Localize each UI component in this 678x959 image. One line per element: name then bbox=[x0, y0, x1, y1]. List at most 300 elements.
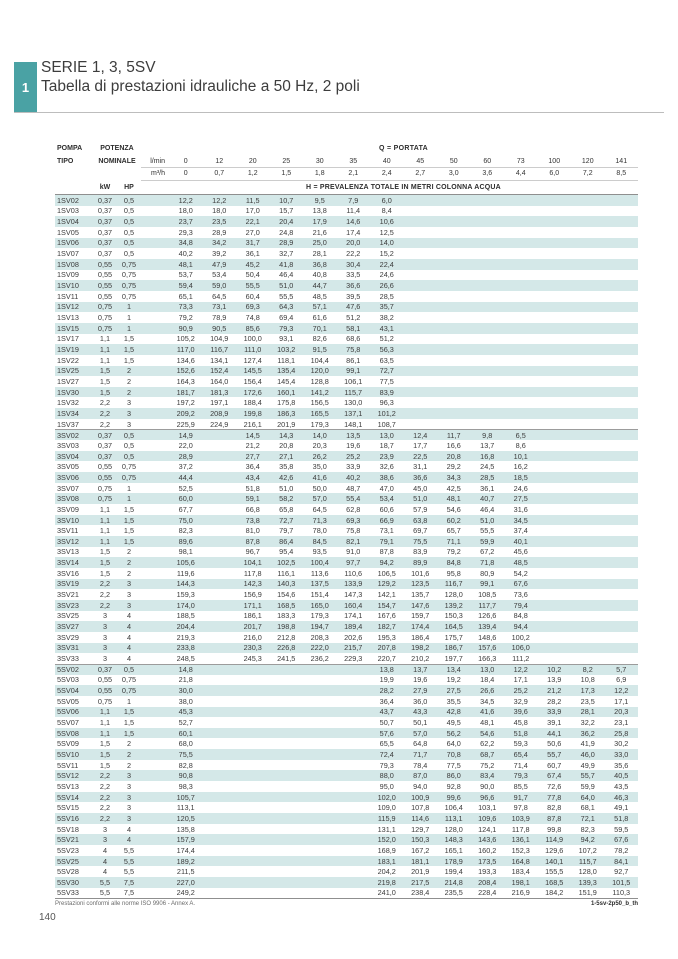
cell-head-value: 22,0 bbox=[178, 440, 193, 450]
cell-head-value: 193,3 bbox=[478, 867, 497, 877]
cell-head-value: 27,9 bbox=[413, 686, 428, 696]
cell-head-value: 75,8 bbox=[346, 526, 361, 536]
page-number: 140 bbox=[39, 912, 56, 923]
cell-kw: 2,2 bbox=[99, 579, 111, 589]
cell-head-value: 9,5 bbox=[314, 195, 325, 205]
cell-head-value: 84,1 bbox=[614, 856, 629, 866]
table-row bbox=[55, 781, 638, 792]
cell-kw: 0,37 bbox=[97, 217, 113, 227]
cell-kw: 0,37 bbox=[97, 249, 113, 259]
cell-head-value: 20,8 bbox=[446, 451, 461, 461]
cell-head-value: 148,3 bbox=[444, 835, 463, 845]
cell-head-value: 84,8 bbox=[446, 558, 461, 568]
cell-tipo: 5SV12 bbox=[57, 771, 79, 781]
cell-head-value: 59,1 bbox=[245, 494, 260, 504]
cell-head-value: 150,3 bbox=[444, 611, 463, 621]
table-row bbox=[55, 824, 638, 835]
cell-head-value: 249,2 bbox=[176, 888, 195, 898]
cell-head-value: 47,0 bbox=[379, 483, 394, 493]
cell-head-value: 80,9 bbox=[480, 568, 495, 578]
m3h-value: 2,4 bbox=[381, 170, 392, 177]
cell-hp: 5,5 bbox=[123, 845, 135, 855]
table-header-row-groups bbox=[55, 142, 638, 155]
cell-kw: 1,1 bbox=[99, 536, 111, 546]
cell-head-value: 60,2 bbox=[446, 515, 461, 525]
table-row bbox=[55, 302, 638, 313]
cell-head-value: 16,2 bbox=[513, 462, 528, 472]
cell-head-value: 148,1 bbox=[344, 419, 363, 429]
table-row bbox=[55, 611, 638, 622]
cell-head-value: 14,0 bbox=[379, 238, 394, 248]
cell-head-value: 188,5 bbox=[176, 611, 195, 621]
cell-kw: 0,55 bbox=[97, 259, 113, 269]
m3h-value: 0,7 bbox=[214, 170, 225, 177]
cell-head-value: 114,6 bbox=[411, 813, 430, 823]
cell-head-value: 100,4 bbox=[310, 558, 329, 568]
cell-hp: 2 bbox=[126, 749, 132, 759]
cell-head-value: 156,4 bbox=[243, 376, 262, 386]
cell-head-value: 51,0 bbox=[413, 494, 428, 504]
cell-tipo: 3SV29 bbox=[57, 632, 79, 642]
cell-head-value: 159,3 bbox=[176, 590, 195, 600]
cell-head-value: 106,4 bbox=[444, 803, 463, 813]
cell-head-value: 40,1 bbox=[513, 536, 528, 546]
cell-head-value: 34,3 bbox=[446, 472, 461, 482]
cell-head-value: 46,0 bbox=[580, 749, 595, 759]
cell-head-value: 184,2 bbox=[545, 888, 564, 898]
cell-head-value: 60,7 bbox=[547, 760, 562, 770]
cell-head-value: 175,7 bbox=[444, 632, 463, 642]
cell-tipo: 1SV27 bbox=[57, 376, 79, 386]
cell-kw: 2,2 bbox=[99, 398, 111, 408]
lmin-value: 73 bbox=[516, 157, 525, 165]
table-row bbox=[55, 621, 638, 632]
cell-head-value: 67,2 bbox=[480, 547, 495, 557]
title-block bbox=[41, 58, 360, 96]
cell-tipo: 5SV11 bbox=[57, 760, 79, 770]
cell-kw: 0,55 bbox=[97, 686, 113, 696]
cell-head-value: 194,7 bbox=[310, 622, 329, 632]
cell-head-value: 110,6 bbox=[344, 568, 363, 578]
cell-hp: 3 bbox=[126, 781, 132, 791]
cell-head-value: 56,2 bbox=[446, 728, 461, 738]
cell-head-value: 68,1 bbox=[580, 803, 595, 813]
table-row bbox=[55, 643, 638, 654]
cell-kw: 2,2 bbox=[99, 590, 111, 600]
cell-head-value: 54,2 bbox=[513, 568, 528, 578]
cell-head-value: 12,4 bbox=[413, 430, 428, 440]
cell-kw: 3 bbox=[102, 824, 108, 834]
lmin-value: 120 bbox=[581, 157, 594, 165]
cell-head-value: 148,6 bbox=[478, 632, 497, 642]
cell-head-value: 58,2 bbox=[279, 494, 294, 504]
cell-tipo: 1SV25 bbox=[57, 366, 79, 376]
cell-kw: 2,2 bbox=[99, 813, 111, 823]
cell-head-value: 235,5 bbox=[444, 888, 463, 898]
cell-head-value: 79,3 bbox=[279, 323, 294, 333]
cell-head-value: 186,7 bbox=[444, 643, 463, 653]
cell-head-value: 139,4 bbox=[478, 622, 497, 632]
cell-head-value: 165,1 bbox=[444, 845, 463, 855]
cell-head-value: 104,4 bbox=[310, 355, 329, 365]
cell-head-value: 36,1 bbox=[245, 249, 260, 259]
cell-head-value: 178,9 bbox=[444, 856, 463, 866]
cell-head-value: 13,7 bbox=[480, 440, 495, 450]
cell-head-value: 35,0 bbox=[312, 462, 327, 472]
cell-tipo: 1SV06 bbox=[57, 238, 79, 248]
cell-head-value: 48,1 bbox=[178, 259, 193, 269]
cell-head-value: 25,8 bbox=[614, 728, 629, 738]
cell-head-value: 22,2 bbox=[346, 249, 361, 259]
cell-tipo: 1SV11 bbox=[57, 291, 79, 301]
cell-head-value: 186,3 bbox=[277, 408, 296, 418]
cell-head-value: 72,1 bbox=[580, 813, 595, 823]
cell-head-value: 35,7 bbox=[379, 302, 394, 312]
cell-head-value: 40,7 bbox=[480, 494, 495, 504]
cell-head-value: 91,5 bbox=[312, 345, 327, 355]
cell-head-value: 90,9 bbox=[178, 323, 193, 333]
cell-head-value: 25,2 bbox=[346, 451, 361, 461]
cell-head-value: 100,9 bbox=[411, 792, 430, 802]
page-subtitle: Tabella di prestazioni idrauliche a 50 Hz, 2 poli bbox=[41, 78, 360, 95]
cell-head-value: 66,8 bbox=[245, 504, 260, 514]
table-row bbox=[55, 206, 638, 217]
cell-hp: 4 bbox=[126, 611, 132, 621]
cell-head-value: 182,7 bbox=[377, 622, 396, 632]
cell-head-value: 65,1 bbox=[178, 291, 193, 301]
cell-kw: 1,5 bbox=[99, 366, 111, 376]
cell-head-value: 50,1 bbox=[413, 717, 428, 727]
cell-hp: 0,5 bbox=[123, 665, 135, 675]
cell-hp: 1,5 bbox=[123, 334, 135, 344]
cell-hp: 1 bbox=[126, 483, 132, 493]
cell-hp: 0,5 bbox=[123, 249, 135, 259]
cell-head-value: 111,2 bbox=[512, 654, 530, 664]
cell-hp: 4 bbox=[126, 654, 132, 664]
cell-head-value: 98,1 bbox=[178, 547, 193, 557]
cell-head-value: 143,6 bbox=[478, 835, 497, 845]
cell-head-value: 68,0 bbox=[178, 739, 193, 749]
cell-head-value: 15,2 bbox=[379, 249, 394, 259]
cell-head-value: 44,1 bbox=[547, 728, 562, 738]
cell-kw: 0,75 bbox=[97, 494, 113, 504]
cell-head-value: 90,8 bbox=[178, 771, 193, 781]
col-header-hp: HP bbox=[124, 184, 134, 191]
cell-head-value: 107,2 bbox=[578, 845, 597, 855]
cell-hp: 2 bbox=[126, 558, 132, 568]
cell-head-value: 90,0 bbox=[480, 781, 495, 791]
table-row bbox=[55, 845, 638, 856]
cell-head-value: 43,3 bbox=[413, 707, 428, 717]
cell-head-value: 28,9 bbox=[178, 451, 193, 461]
cell-head-value: 10,7 bbox=[279, 195, 294, 205]
cell-hp: 0,75 bbox=[121, 291, 137, 301]
cell-head-value: 64,5 bbox=[212, 291, 227, 301]
cell-tipo: 3SV14 bbox=[57, 558, 79, 568]
cell-head-value: 13,0 bbox=[379, 430, 394, 440]
cell-kw: 1,5 bbox=[99, 568, 111, 578]
cell-head-value: 6,9 bbox=[616, 675, 627, 685]
cell-head-value: 47,6 bbox=[346, 302, 361, 312]
m3h-value: 1,8 bbox=[314, 170, 325, 177]
cell-head-value: 201,7 bbox=[243, 622, 262, 632]
cell-head-value: 120,0 bbox=[310, 366, 329, 376]
cell-head-value: 28,9 bbox=[212, 227, 227, 237]
cell-tipo: 1SV10 bbox=[57, 281, 79, 291]
cell-head-value: 78,0 bbox=[312, 526, 327, 536]
cell-head-value: 164,3 bbox=[176, 376, 195, 386]
cell-head-value: 137,5 bbox=[310, 579, 329, 589]
cell-head-value: 59,3 bbox=[513, 739, 528, 749]
cell-head-value: 34,5 bbox=[480, 696, 495, 706]
cell-head-value: 166,3 bbox=[478, 654, 497, 664]
cell-hp: 1 bbox=[126, 696, 132, 706]
cell-head-value: 64,3 bbox=[279, 302, 294, 312]
cell-head-value: 183,3 bbox=[277, 611, 296, 621]
cell-head-value: 71,8 bbox=[480, 558, 495, 568]
cell-head-value: 135,7 bbox=[411, 590, 430, 600]
cell-head-value: 59,4 bbox=[178, 281, 193, 291]
cell-kw: 3 bbox=[102, 632, 108, 642]
cell-head-value: 46,4 bbox=[480, 504, 495, 514]
cell-head-value: 38,2 bbox=[379, 313, 394, 323]
cell-head-value: 160,1 bbox=[277, 387, 296, 397]
table-row bbox=[55, 749, 638, 760]
cell-head-value: 113,1 bbox=[444, 813, 463, 823]
cell-head-value: 186,4 bbox=[411, 632, 430, 642]
cell-head-value: 14,3 bbox=[279, 430, 294, 440]
cell-head-value: 65,8 bbox=[279, 504, 294, 514]
cell-head-value: 189,4 bbox=[344, 622, 363, 632]
cell-head-value: 43,7 bbox=[379, 707, 394, 717]
cell-head-value: 216,1 bbox=[243, 419, 262, 429]
cell-tipo: 5SV25 bbox=[57, 856, 79, 866]
cell-head-value: 43,1 bbox=[379, 323, 394, 333]
lmin-value: 30 bbox=[315, 157, 324, 165]
cell-head-value: 141,2 bbox=[310, 387, 329, 397]
cell-head-value: 139,2 bbox=[444, 600, 463, 610]
cell-head-value: 86,1 bbox=[346, 355, 361, 365]
cell-head-value: 36,8 bbox=[312, 259, 327, 269]
cell-tipo: 1SV12 bbox=[57, 302, 79, 312]
cell-tipo: 5SV23 bbox=[57, 845, 79, 855]
table-row bbox=[55, 334, 638, 345]
cell-head-value: 117,8 bbox=[243, 568, 262, 578]
cell-tipo: 3SV25 bbox=[57, 611, 79, 621]
cell-head-value: 56,3 bbox=[379, 345, 394, 355]
table-row bbox=[55, 675, 638, 686]
cell-head-value: 31,7 bbox=[245, 238, 260, 248]
cell-head-value: 109,6 bbox=[478, 813, 497, 823]
table-row bbox=[55, 216, 638, 227]
cell-head-value: 139,3 bbox=[578, 877, 597, 887]
cell-head-value: 72,7 bbox=[379, 366, 394, 376]
cell-head-value: 84,8 bbox=[513, 611, 528, 621]
cell-head-value: 49,1 bbox=[614, 803, 629, 813]
cell-kw: 0,37 bbox=[97, 227, 113, 237]
cell-head-value: 38,0 bbox=[178, 696, 193, 706]
cell-head-value: 18,0 bbox=[178, 206, 193, 216]
cell-head-value: 241,0 bbox=[377, 888, 396, 898]
cell-head-value: 151,4 bbox=[310, 590, 329, 600]
cell-head-value: 39,5 bbox=[346, 291, 361, 301]
cell-head-value: 13,7 bbox=[413, 665, 428, 675]
cell-head-value: 230,3 bbox=[243, 643, 262, 653]
cell-head-value: 156,5 bbox=[310, 398, 329, 408]
cell-hp: 3 bbox=[126, 771, 132, 781]
cell-head-value: 14,9 bbox=[178, 430, 193, 440]
cell-head-value: 117,7 bbox=[478, 600, 497, 610]
cell-head-value: 109,0 bbox=[377, 803, 396, 813]
cell-head-value: 183,4 bbox=[511, 867, 530, 877]
cell-head-value: 19,9 bbox=[379, 675, 394, 685]
table-row bbox=[55, 408, 638, 419]
cell-hp: 1,5 bbox=[123, 504, 135, 514]
cell-head-value: 208,4 bbox=[478, 877, 497, 887]
table-row bbox=[55, 451, 638, 462]
cell-head-value: 87,8 bbox=[379, 547, 394, 557]
cell-head-value: 17,1 bbox=[614, 696, 629, 706]
cell-head-value: 20,0 bbox=[346, 238, 361, 248]
cell-head-value: 227,0 bbox=[176, 877, 195, 887]
table-row bbox=[55, 685, 638, 696]
table-row bbox=[55, 323, 638, 334]
table-row bbox=[55, 888, 638, 899]
cell-tipo: 1SV03 bbox=[57, 206, 79, 216]
cell-head-value: 204,2 bbox=[377, 867, 396, 877]
cell-tipo: 1SV22 bbox=[57, 355, 79, 365]
cell-head-value: 102,5 bbox=[277, 558, 296, 568]
cell-head-value: 51,8 bbox=[513, 728, 528, 738]
cell-tipo: 3SV27 bbox=[57, 622, 79, 632]
cell-head-value: 28,1 bbox=[312, 249, 327, 259]
cell-hp: 0,5 bbox=[123, 430, 135, 440]
table-row bbox=[55, 312, 638, 323]
cell-head-value: 57,6 bbox=[379, 728, 394, 738]
cell-head-value: 91,0 bbox=[346, 547, 361, 557]
cell-head-value: 208,9 bbox=[210, 408, 229, 418]
table-header-row-units bbox=[55, 180, 638, 195]
cell-head-value: 156,9 bbox=[243, 590, 262, 600]
cell-head-value: 197,2 bbox=[176, 398, 195, 408]
cell-tipo: 3SV07 bbox=[57, 483, 79, 493]
cell-head-value: 77,8 bbox=[547, 792, 562, 802]
cell-head-value: 51,0 bbox=[279, 281, 294, 291]
cell-head-value: 147,6 bbox=[411, 600, 430, 610]
cell-head-value: 43,5 bbox=[614, 781, 629, 791]
cell-head-value: 116,7 bbox=[210, 345, 229, 355]
cell-hp: 3 bbox=[126, 813, 132, 823]
cell-head-value: 209,2 bbox=[176, 408, 195, 418]
cell-head-value: 94,0 bbox=[413, 781, 428, 791]
cell-head-value: 13,8 bbox=[312, 206, 327, 216]
cell-head-value: 116,7 bbox=[444, 579, 463, 589]
table-row bbox=[55, 344, 638, 355]
cell-head-value: 55,7 bbox=[580, 771, 595, 781]
cell-head-value: 48,1 bbox=[480, 717, 495, 727]
m3h-value: 0 bbox=[183, 170, 188, 177]
cell-head-value: 21,8 bbox=[178, 675, 193, 685]
cell-head-value: 67,4 bbox=[547, 771, 562, 781]
cell-tipo: 3SV03 bbox=[57, 440, 79, 450]
cell-head-value: 154,6 bbox=[277, 590, 296, 600]
cell-head-value: 46,3 bbox=[614, 792, 629, 802]
cell-head-value: 126,6 bbox=[478, 611, 497, 621]
section-tab bbox=[14, 62, 37, 112]
cell-head-value: 114,9 bbox=[545, 835, 564, 845]
cell-head-value: 17,9 bbox=[312, 217, 327, 227]
cell-head-value: 96,7 bbox=[245, 547, 260, 557]
cell-tipo: 1SV05 bbox=[57, 227, 79, 237]
cell-head-value: 19,6 bbox=[346, 440, 361, 450]
m3h-value: 1,2 bbox=[247, 170, 258, 177]
cell-head-value: 105,6 bbox=[176, 558, 195, 568]
table-row bbox=[55, 355, 638, 366]
cell-kw: 1,1 bbox=[99, 355, 111, 365]
cell-head-value: 6,0 bbox=[381, 195, 392, 205]
cell-head-value: 20,4 bbox=[279, 217, 294, 227]
cell-head-value: 38,6 bbox=[379, 472, 394, 482]
cell-head-value: 210,2 bbox=[411, 654, 430, 664]
table-row bbox=[55, 866, 638, 877]
cell-head-value: 199,8 bbox=[243, 408, 262, 418]
cell-head-value: 229,3 bbox=[344, 654, 363, 664]
cell-head-value: 90,5 bbox=[212, 323, 227, 333]
cell-hp: 3 bbox=[126, 419, 132, 429]
cell-head-value: 57,9 bbox=[413, 504, 428, 514]
cell-hp: 4 bbox=[126, 824, 132, 834]
cell-head-value: 23,1 bbox=[614, 717, 629, 727]
lmin-value: 12 bbox=[215, 157, 224, 165]
table-row bbox=[55, 632, 638, 643]
cell-kw: 1,1 bbox=[99, 526, 111, 536]
cell-head-value: 5,7 bbox=[616, 665, 627, 675]
cell-head-value: 64,5 bbox=[312, 504, 327, 514]
table-row bbox=[55, 472, 638, 483]
section-number: 1 bbox=[21, 79, 30, 95]
cell-head-value: 18,0 bbox=[212, 206, 227, 216]
cell-head-value: 50,4 bbox=[245, 270, 260, 280]
table-row bbox=[55, 600, 638, 611]
cell-tipo: 1SV13 bbox=[57, 313, 79, 323]
cell-head-value: 157,9 bbox=[176, 835, 195, 845]
cell-kw: 1,1 bbox=[99, 717, 111, 727]
cell-head-value: 45,3 bbox=[178, 707, 193, 717]
cell-head-value: 21,2 bbox=[245, 440, 260, 450]
cell-head-value: 83,4 bbox=[480, 771, 495, 781]
table-row bbox=[55, 760, 638, 771]
cell-kw: 0,55 bbox=[97, 270, 113, 280]
cell-head-value: 111,0 bbox=[244, 345, 262, 355]
cell-head-value: 51,8 bbox=[245, 483, 260, 493]
cell-head-value: 115,7 bbox=[344, 387, 363, 397]
cell-head-value: 84,5 bbox=[312, 536, 327, 546]
cell-head-value: 32,9 bbox=[513, 696, 528, 706]
cell-kw: 0,37 bbox=[97, 430, 113, 440]
table-row bbox=[55, 717, 638, 728]
cell-head-value: 134,6 bbox=[176, 355, 195, 365]
cell-tipo: 5SV10 bbox=[57, 749, 79, 759]
cell-head-value: 45,0 bbox=[413, 483, 428, 493]
cell-head-value: 117,0 bbox=[176, 345, 195, 355]
cell-kw: 1,5 bbox=[99, 547, 111, 557]
cell-head-value: 77,5 bbox=[446, 760, 461, 770]
cell-head-value: 74,8 bbox=[245, 313, 260, 323]
cell-head-value: 33,9 bbox=[547, 707, 562, 717]
cell-kw: 0,55 bbox=[97, 281, 113, 291]
table-row bbox=[55, 696, 638, 707]
table-row bbox=[55, 664, 638, 675]
